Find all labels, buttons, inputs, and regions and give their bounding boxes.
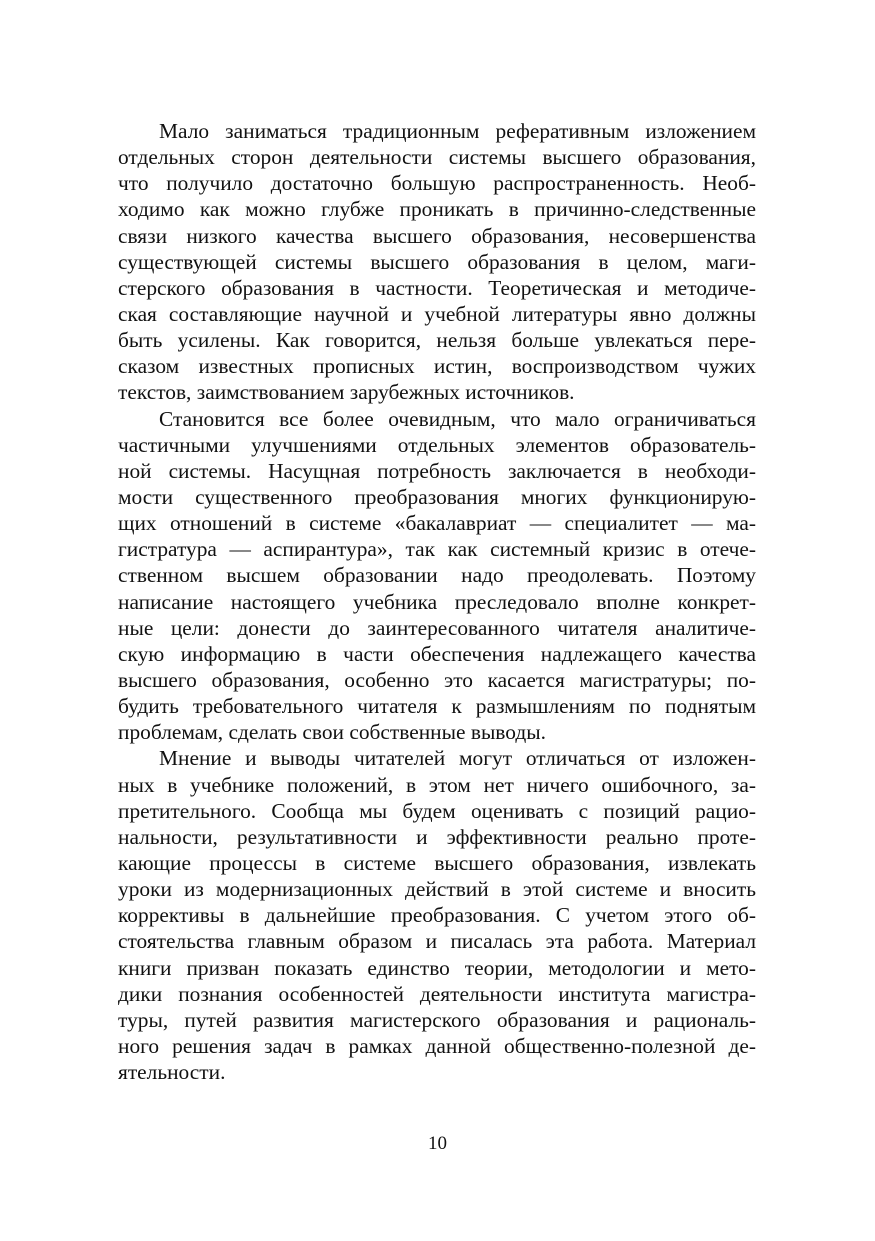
text-line: уроки из модернизационных действий в этой системе и вносить	[118, 877, 756, 902]
text-line: написание настоящего учебника преследовало вполне конкрет-	[118, 589, 756, 614]
text-line: ного решения задач в рамках данной общественно-полезной де-	[118, 1033, 756, 1058]
text-line: нальности, результативности и эффективности реально проте-	[118, 824, 756, 849]
text-line: существующей системы высшего образования в целом, маги-	[118, 249, 756, 274]
text-line: что получило достаточно большую распространенность. Необ-	[118, 171, 756, 196]
text-line: книги призван показать единство теории, методологии и мето-	[118, 955, 756, 980]
text-line: дики познания особенностей деятельности института магистра-	[118, 981, 756, 1006]
text-line: быть усилены. Как говорится, нельзя больше увлекаться пере-	[118, 328, 756, 353]
text-line: отдельных сторон деятельности системы высшего образования,	[118, 145, 756, 170]
text-line: будить требовательного читателя к размышлениям по поднятым	[118, 694, 756, 719]
text-line: коррективы в дальнейшие преобразования. С учетом этого об-	[118, 903, 756, 928]
text-line: гистратура — аспирантура», так как системный кризис в отече-	[118, 537, 756, 562]
text-line: кающие процессы в системе высшего образования, извлекать	[118, 850, 756, 875]
text-line: претительного. Сообща мы будем оценивать с позиций рацио-	[118, 798, 756, 823]
text-line: высшего образования, особенно это касается магистратуры; по-	[118, 667, 756, 692]
text-line: ская составляющие научной и учебной литературы явно должны	[118, 301, 756, 326]
text-line: туры, путей развития магистерского образования и рациональ-	[118, 1007, 756, 1032]
page-number: 10	[428, 1133, 447, 1154]
text-line: стерского образования в частности. Теоретическая и методиче-	[118, 275, 756, 300]
text-line: Становится все более очевидным, что мало ограничиваться	[159, 406, 756, 431]
text-line: ных в учебнике положений, в этом нет ничего ошибочного, за-	[118, 772, 756, 797]
text-line: сказом известных прописных истин, воспроизводством чужих	[118, 354, 756, 379]
text-line: ходимо как можно глубже проникать в причинно-следственные	[118, 197, 756, 222]
text-line: Мнение и выводы читателей могут отличаться от изложен-	[159, 746, 756, 771]
text-line: ятельности.	[118, 1060, 226, 1085]
text-line: щих отношений в системе «бакалавриат — специалитет — ма-	[118, 511, 756, 536]
text-line: скую информацию в части обеспечения надлежащего качества	[118, 641, 756, 666]
text-line: частичными улучшениями отдельных элементов образователь-	[118, 432, 756, 457]
text-line: мости существенного преобразования многих функционирую-	[118, 484, 756, 509]
text-line: стоятельства главным образом и писалась эта работа. Материал	[118, 929, 756, 954]
body-text	[118, 118, 756, 1085]
text-line: текстов, заимствованием зарубежных источников.	[118, 380, 575, 405]
paragraph-2	[118, 406, 756, 746]
text-line: ственном высшем образовании надо преодолевать. Поэтому	[118, 563, 756, 588]
text-line: ной системы. Насущная потребность заключается в необходи-	[118, 458, 756, 483]
text-line: проблемам, сделать свои собственные выводы.	[118, 720, 546, 745]
text-line: связи низкого качества высшего образования, несовершенства	[118, 223, 756, 248]
paragraph-3	[118, 745, 756, 1085]
paragraph-1	[118, 118, 756, 406]
text-line: Мало заниматься традиционным реферативным изложением	[159, 119, 756, 143]
text-line: ные цели: донести до заинтересованного читателя аналитиче-	[118, 615, 756, 640]
